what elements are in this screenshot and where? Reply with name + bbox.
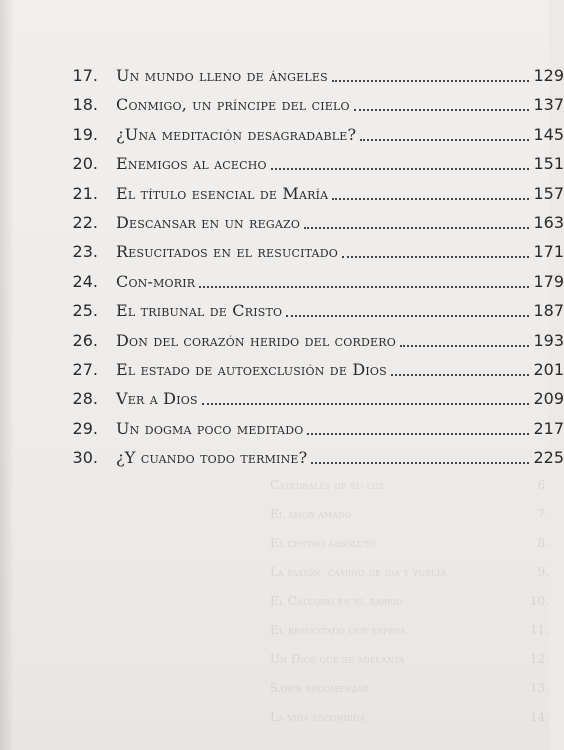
toc-entry-title: Ver a Dios (116, 389, 198, 409)
toc-entry-title: Conmigo, un príncipe del cielo (116, 95, 350, 115)
toc-entry-line (116, 125, 564, 144)
toc-entry-line (116, 213, 564, 232)
toc-entry (64, 209, 564, 238)
toc-entry-title: ¿Una meditación desagradable? (116, 124, 357, 144)
toc-entry-page: 163 (533, 212, 564, 232)
toc-entry-page: 193 (533, 330, 564, 350)
toc-entry-title: Con-morir (116, 271, 196, 291)
toc-entry-line (116, 154, 564, 173)
toc-entry-number: 27. (72, 359, 98, 379)
toc-entry-line (116, 389, 564, 408)
show-through-number: 6. (537, 478, 549, 492)
toc-entry-page: 137 (533, 95, 564, 115)
toc-entry-line (116, 95, 564, 114)
toc-entry-title: Un dogma poco meditado (116, 418, 304, 438)
toc-entry-page: 129 (533, 66, 564, 85)
toc-entry-line (116, 419, 564, 438)
toc-entry-title: Don del corazón herido del cordero (116, 330, 396, 350)
show-through-title: Catedrales de su luz (270, 478, 384, 492)
toc-entry-number: 24. (72, 271, 98, 291)
toc-entry-page: 145 (533, 124, 564, 144)
toc-dot-leader (311, 461, 529, 464)
toc-entry (64, 91, 564, 120)
show-through-line (260, 623, 549, 652)
show-through-title: El amor amado (270, 507, 351, 521)
show-through-number: 12. (529, 652, 549, 666)
toc-entry (64, 238, 564, 267)
toc-entry (64, 180, 564, 209)
show-through-number: 8. (537, 536, 549, 550)
toc-dot-leader (342, 255, 530, 258)
toc-entry-page: 225 (533, 448, 564, 468)
toc-entry-number: 29. (72, 418, 98, 438)
toc-entry (64, 356, 564, 385)
show-through-title: La vida escondida (270, 710, 366, 724)
toc-entry-title: Enemigos al acecho (116, 154, 267, 174)
toc-entry-page: 217 (533, 418, 564, 438)
toc-entry (64, 150, 564, 179)
toc-entry-line (116, 272, 564, 291)
toc-entry-number: 20. (72, 154, 98, 174)
show-through-line (260, 710, 549, 739)
toc-entry-line (116, 448, 564, 467)
show-through-line (260, 594, 549, 623)
show-through-title: El Calvario en el barrio (270, 594, 403, 608)
toc-dot-leader (271, 167, 530, 170)
toc-entry (64, 121, 564, 150)
toc-entry-number: 28. (72, 389, 98, 409)
toc-dot-leader (391, 373, 530, 376)
toc-entry-number: 26. (72, 330, 98, 350)
show-through-title: La pasión, camino de ida y vuelta (270, 565, 447, 579)
toc-dot-leader (304, 226, 529, 229)
toc-dot-leader (202, 402, 530, 405)
show-through-number: 9. (537, 565, 549, 579)
toc-entry-line (116, 184, 564, 203)
toc-entry-title: Un mundo lleno de ángeles (116, 66, 328, 85)
show-through-title: El resucitado que espera (270, 623, 407, 637)
toc-dot-leader (307, 432, 529, 435)
show-through-number: 10. (529, 594, 549, 608)
toc-entry-number: 25. (72, 301, 98, 321)
toc-entry-title: Descansar en un regazo (116, 212, 301, 232)
table-of-contents (64, 62, 564, 473)
toc-entry-title: El estado de autoexclusión de Dios (116, 359, 387, 379)
show-through-number: 7. (537, 507, 549, 521)
toc-entry (64, 327, 564, 356)
toc-entry-number: 22. (72, 212, 98, 232)
show-through-line (260, 565, 549, 594)
show-through-number: 13. (529, 681, 549, 695)
toc-entry-line (116, 242, 564, 261)
toc-entry-number: 30. (72, 448, 98, 468)
toc-entry-title: El tribunal de Cristo (116, 301, 283, 321)
toc-entry (64, 62, 564, 91)
toc-entry-number: 18. (72, 95, 98, 115)
toc-entry-title: El título esencial de María (116, 183, 329, 203)
toc-entry-page: 171 (533, 242, 564, 262)
toc-entry-line (116, 331, 564, 350)
show-through-line (260, 652, 549, 681)
toc-entry-line (116, 66, 564, 85)
toc-entry-page: 201 (533, 359, 564, 379)
show-through-line (260, 536, 549, 565)
toc-entry-page: 151 (533, 154, 564, 174)
toc-entry (64, 297, 564, 326)
toc-entry (64, 444, 564, 473)
toc-dot-leader (332, 79, 530, 82)
toc-entry-title: ¿Y cuando todo termine? (116, 448, 308, 468)
toc-entry-number: 23. (72, 242, 98, 262)
show-through-title: Saber recomenzar (270, 681, 369, 695)
toc-entry-line (116, 360, 564, 379)
show-through-number: 11. (529, 623, 549, 637)
toc-entry (64, 268, 564, 297)
toc-entry-page: 209 (533, 389, 564, 409)
show-through-text (260, 478, 549, 750)
toc-dot-leader (199, 285, 529, 288)
toc-entry-line (116, 301, 564, 320)
toc-entry (64, 385, 564, 414)
toc-entry-page: 157 (533, 183, 564, 203)
toc-dot-leader (332, 197, 529, 200)
toc-entry-page: 187 (533, 301, 564, 321)
show-through-line (260, 507, 549, 536)
show-through-line (260, 478, 549, 507)
toc-entry (64, 415, 564, 444)
show-through-number: 14. (529, 710, 549, 724)
toc-entry-title: Resucitados en el resucitado (116, 242, 338, 262)
toc-dot-leader (354, 108, 530, 111)
show-through-title: Un Dios que se adelanta (270, 652, 405, 666)
toc-entry-number: 17. (72, 66, 98, 85)
toc-entry-number: 21. (72, 183, 98, 203)
toc-dot-leader (286, 314, 529, 317)
toc-dot-leader (400, 344, 530, 347)
toc-entry-number: 19. (72, 124, 98, 144)
page-gutter-shadow (0, 0, 14, 750)
toc-entry-page: 179 (533, 271, 564, 291)
toc-dot-leader (360, 138, 529, 141)
show-through-line (260, 681, 549, 710)
show-through-title: El centro absoluto (270, 536, 376, 550)
